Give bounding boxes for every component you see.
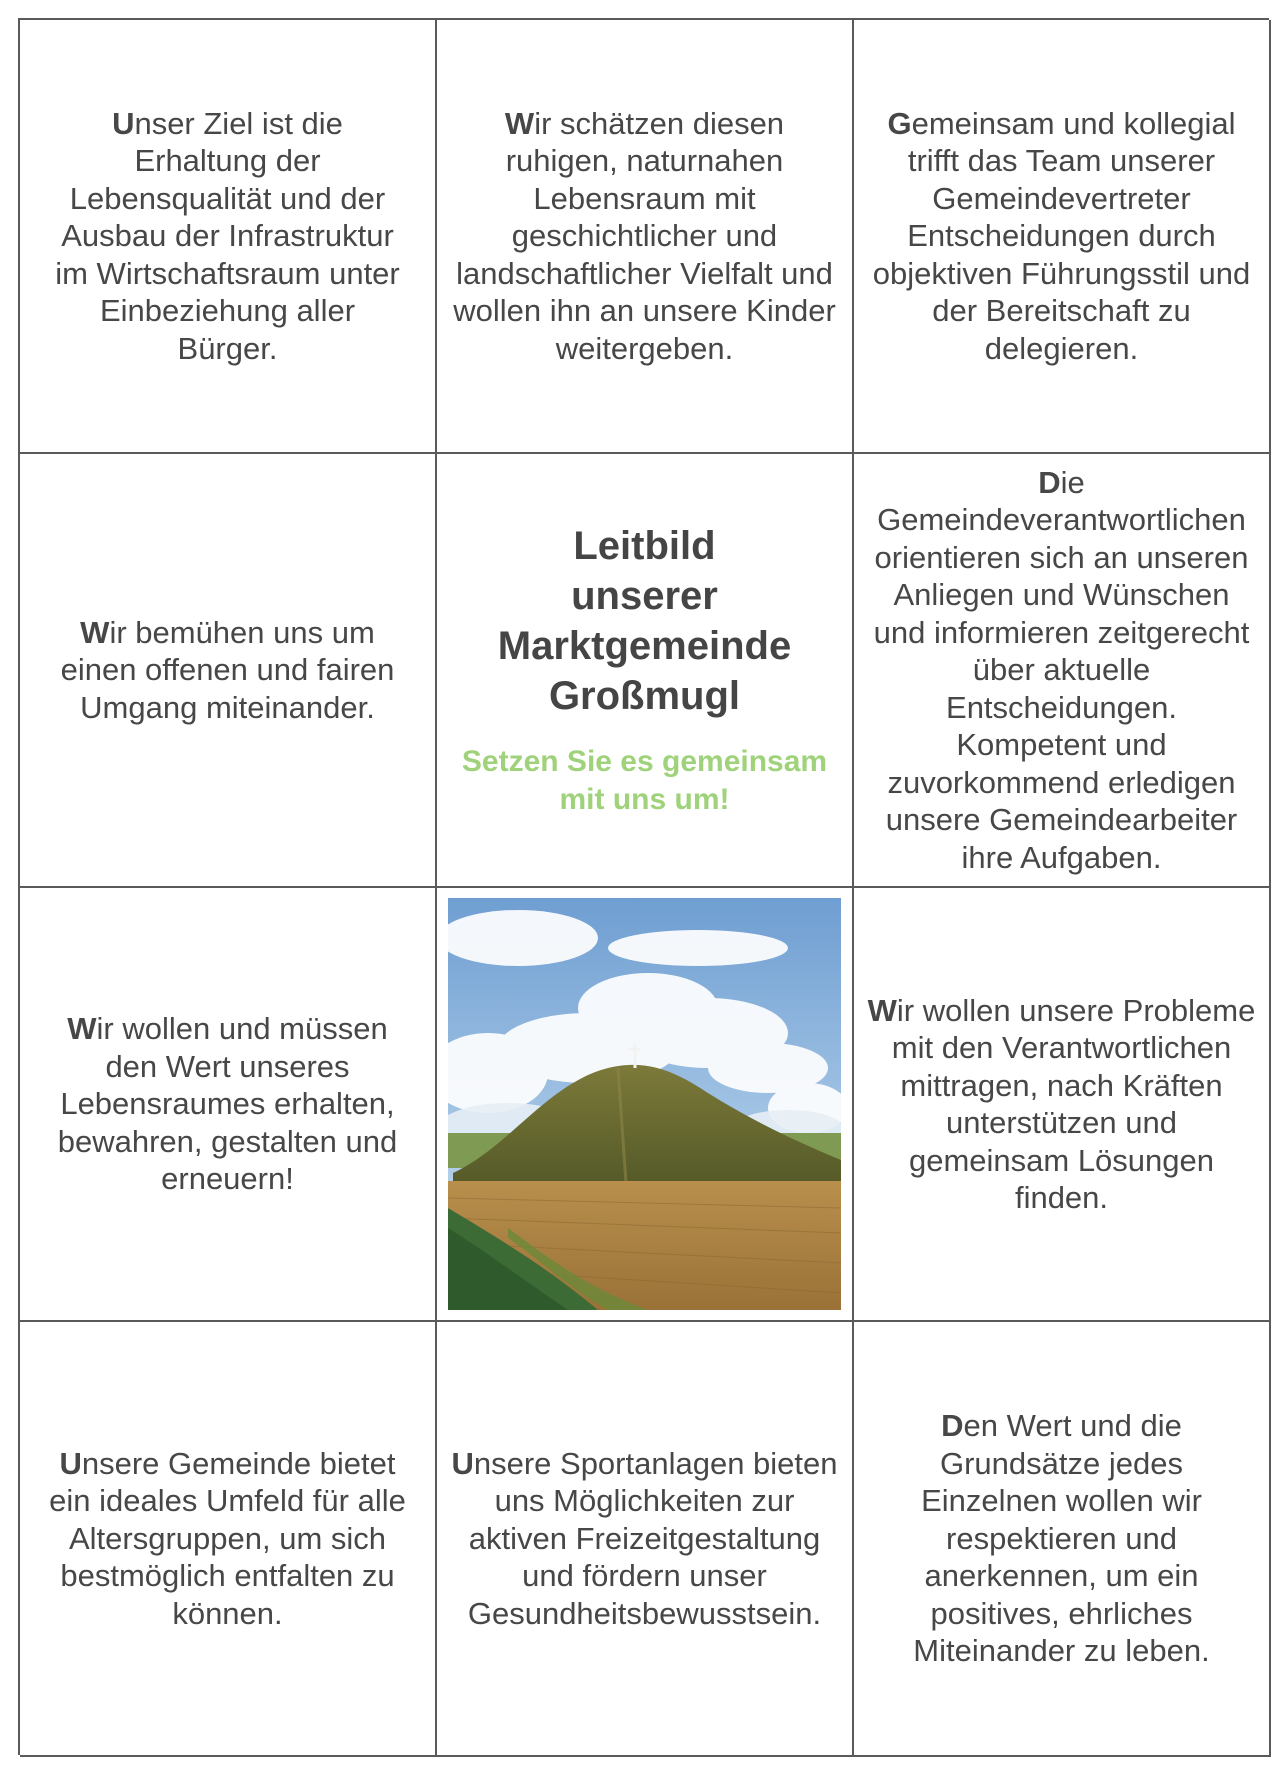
cell-body: en Wert und die Grundsätze jedes Einzelnen wollen wir respektieren und anerkennen, um ein positives, ehrliches Miteinander zu leben. [913, 1408, 1210, 1669]
title-line: Leitbild [573, 524, 716, 568]
cell-gemeindeverantwortliche [854, 454, 1271, 888]
cell-body: nsere Gemeinde bietet ein ideales Umfeld für alle Altersgruppen, um sich bestmöglich entfalten zu können. [49, 1445, 406, 1631]
cell-body: ir schätzen diesen ruhigen, naturnahen Lebensraum mit geschichtlicher und landschaftlicher Vielfalt und wollen ihn an unsere Kinder weitergeben. [453, 105, 836, 366]
page-title [498, 521, 791, 721]
initial-letter: D [1038, 464, 1061, 500]
cell-title [437, 454, 854, 888]
subtitle-line: Setzen Sie es gemeinsam [461, 745, 828, 778]
cell-probleme [854, 888, 1271, 1322]
cell-text [35, 1445, 420, 1633]
initial-letter: U [59, 1445, 82, 1481]
subtitle-line: mit uns um! [559, 783, 730, 816]
cell-body: nser Ziel ist die Erhaltung der Lebensqualität und der Ausbau der Infrastruktur im Wirtschaftsraum unter Einbeziehung aller Bürger. [55, 105, 400, 366]
cell-lebensraum [437, 20, 854, 454]
cell-text [872, 464, 1252, 877]
cell-text [450, 1445, 840, 1633]
title-line: unserer [571, 574, 718, 618]
initial-letter: U [112, 105, 135, 141]
leitbild-grid [18, 18, 1269, 1755]
initial-letter: G [887, 105, 912, 141]
title-line: Großmugl [548, 674, 741, 718]
hill-landscape-image [448, 898, 841, 1310]
cell-text [887, 1407, 1237, 1670]
cell-text [862, 105, 1261, 368]
cell-text [445, 105, 844, 368]
cell-lebensqualitaet [20, 20, 437, 454]
cell-sportanlagen [437, 1322, 854, 1757]
cell-body: nsere Sportanlagen bieten uns Möglichkeiten zur aktiven Freizeitgestaltung und fördern unser Gesundheitsbewusstsein. [467, 1445, 838, 1631]
page-subtitle [462, 743, 827, 819]
initial-letter: W [80, 614, 110, 650]
cell-grundsaetze [854, 1322, 1271, 1757]
cell-body: ir wollen und müssen den Wert unseres Lebensraumes erhalten, bewahren, gestalten und erneuern! [57, 1011, 398, 1197]
cell-image [437, 888, 854, 1322]
cell-text [48, 1010, 408, 1198]
cell-body: ir wollen unsere Probleme mit den Verantwortlichen mittragen, nach Kräften unterstützen und gemeinsam Lösungen finden. [891, 992, 1256, 1215]
initial-letter: W [867, 992, 897, 1028]
cell-body: ie Gemeindeverantwortlichen orientieren sich an unseren Anliegen und Wünschen und informieren zeitgerecht über aktuelle Entscheidungen. Kompetent und zuvorkommend erledigen unsere Gemeindearbeiter ihre Aufgaben. [873, 464, 1250, 875]
cell-text [53, 105, 403, 368]
cell-team [854, 20, 1271, 454]
cell-body: emeinsam und kollegial trifft das Team unserer Gemeindevertreter Entscheidungen durch objektiven Führungsstil und der Bereitschaft zu delegieren. [872, 105, 1251, 366]
initial-letter: D [941, 1408, 964, 1444]
initial-letter: W [504, 105, 535, 141]
cell-umgang [20, 454, 437, 888]
cell-text [862, 992, 1261, 1217]
cell-wert-lebensraum [20, 888, 437, 1322]
cell-umfeld [20, 1322, 437, 1757]
cell-text [53, 614, 403, 727]
title-line: Marktgemeinde [497, 624, 792, 668]
cell-body: ir bemühen uns um einen offenen und fairen Umgang miteinander. [60, 614, 395, 725]
initial-letter: W [67, 1011, 97, 1047]
initial-letter: U [451, 1445, 474, 1481]
